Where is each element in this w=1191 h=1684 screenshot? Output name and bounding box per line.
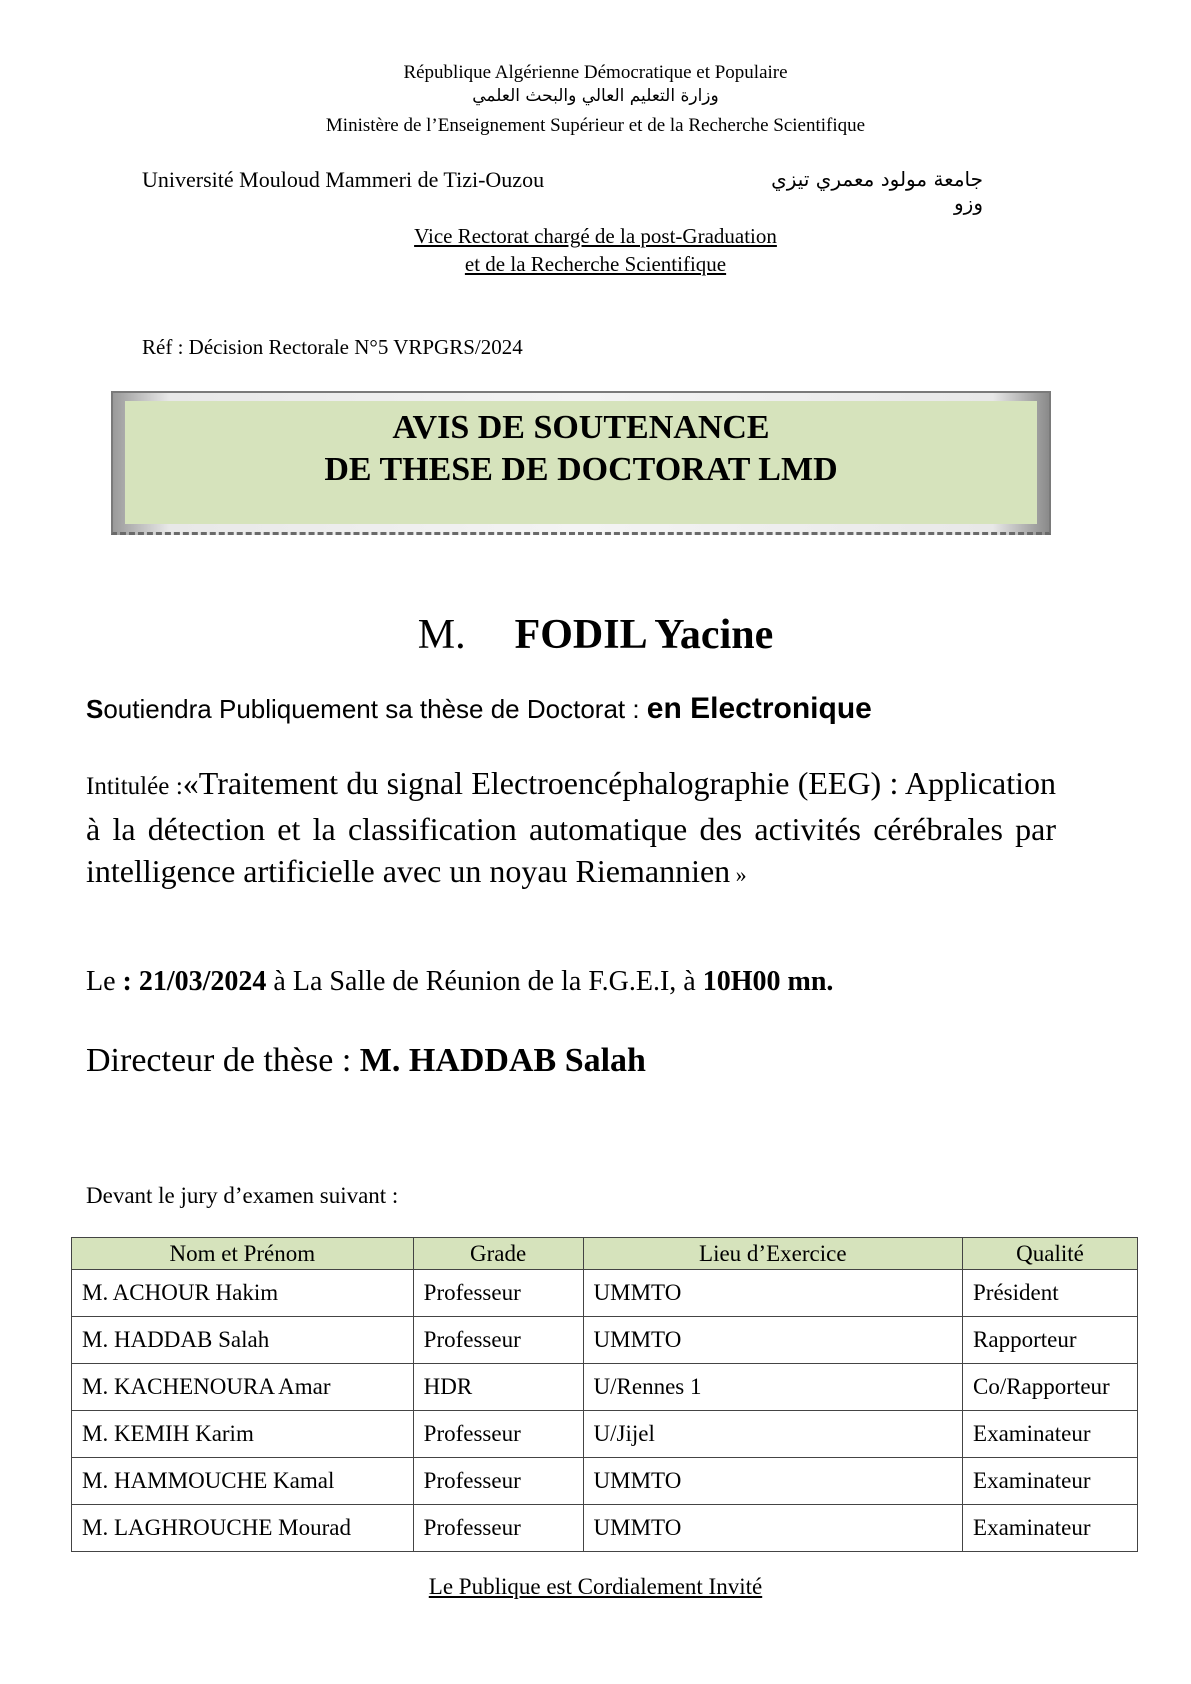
university-name-ar: جامعة مولود معمري تيزي وزو <box>771 167 983 215</box>
jury-lieu: U/Jijel <box>583 1411 962 1458</box>
intitule-label: Intitulée : <box>86 773 183 800</box>
director-line <box>86 1042 646 1080</box>
ministry-line: Ministère de l’Enseignement Supérieur et de la Recherche Scientifique <box>325 115 866 136</box>
university-name-fr: Université Mouloud Mammeri de Tizi-Ouzou <box>142 167 545 192</box>
intro-first-letter: S <box>86 694 104 724</box>
defense-date: : 21/03/2024 <box>122 966 267 997</box>
title-panel <box>125 401 1037 524</box>
table-row <box>72 1411 1138 1458</box>
jury-name: M. LAGHROUCHE Mourad <box>72 1505 414 1552</box>
republic-line: République Algérienne Démocratique et Populaire <box>403 62 788 83</box>
defense-statement <box>86 692 872 726</box>
title-box <box>111 391 1051 535</box>
jury-lieu: U/Rennes 1 <box>583 1364 962 1411</box>
intro-text: outiendra Publiquement sa thèse de Doctorat : <box>103 694 647 724</box>
header-qualite: Qualité <box>963 1238 1138 1270</box>
jury-name: M. ACHOUR Hakim <box>72 1270 414 1317</box>
jury-grade: Professeur <box>413 1270 583 1317</box>
table-row <box>72 1505 1138 1552</box>
defense-time: 10H00 mn. <box>702 966 834 997</box>
thesis-title: «Traitement du signal Electroencéphalographie (EEG) : Application à la détection et la classification automatique des activités cérébrales par intelligence artificielle avec un noyau Riemannien <box>86 765 1057 889</box>
jury-grade: Professeur <box>413 1317 583 1364</box>
defense-place: à La Salle de Réunion de la F.G.E.I, à <box>266 966 703 997</box>
jury-qualite: Rapporteur <box>963 1317 1138 1364</box>
table-row <box>72 1364 1138 1411</box>
jury-lieu: UMMTO <box>583 1505 962 1552</box>
date-prefix: Le <box>86 966 123 997</box>
reference-line: Réf : Décision Rectorale N°5 VRPGRS/2024 <box>142 335 523 359</box>
specialty: en Electronique <box>646 692 872 725</box>
jury-lieu: UMMTO <box>583 1270 962 1317</box>
jury-qualite: Examinateur <box>963 1411 1138 1458</box>
candidate-name: FODIL Yacine <box>514 612 774 658</box>
jury-grade: Professeur <box>413 1411 583 1458</box>
thesis-close: » <box>730 862 747 887</box>
title-line-2: DE THESE DE DOCTORAT LMD <box>324 451 838 488</box>
header-lieu: Lieu d’Exercice <box>583 1238 962 1270</box>
jury-qualite: Président <box>963 1270 1138 1317</box>
header-grade: Grade <box>413 1238 583 1270</box>
header-name: Nom et Prénom <box>72 1238 414 1270</box>
jury-qualite: Co/Rapporteur <box>963 1364 1138 1411</box>
jury-lieu: UMMTO <box>583 1317 962 1364</box>
jury-qualite: Examinateur <box>963 1458 1138 1505</box>
director-name: M. HADDAB Salah <box>359 1042 646 1079</box>
jury-grade: HDR <box>413 1364 583 1411</box>
candidate-heading <box>0 611 1191 659</box>
jury-lieu: UMMTO <box>583 1458 962 1505</box>
date-line <box>86 966 833 998</box>
ministry-arabic: وزارة التعليم العالي والبحث العلمي <box>472 86 719 106</box>
title-line-1: AVIS DE SOUTENANCE <box>392 409 770 446</box>
jury-name: M. KEMIH Karim <box>72 1411 414 1458</box>
jury-name: M. KACHENOURA Amar <box>72 1364 414 1411</box>
table-row <box>72 1458 1138 1505</box>
table-row <box>72 1317 1138 1364</box>
jury-grade: Professeur <box>413 1505 583 1552</box>
jury-intro: Devant le jury d’examen suivant : <box>86 1183 399 1208</box>
director-label: Directeur de thèse : <box>86 1042 360 1079</box>
jury-header-row <box>72 1238 1138 1270</box>
jury-name: M. HADDAB Salah <box>72 1317 414 1364</box>
candidate-civility: M. <box>417 612 466 658</box>
jury-grade: Professeur <box>413 1458 583 1505</box>
invitation-footer: Le Publique est Cordialement Invité <box>428 1574 763 1599</box>
jury-qualite: Examinateur <box>963 1505 1138 1552</box>
vice-rectorat-line-2: et de la Recherche Scientifique <box>464 252 727 276</box>
table-row <box>72 1270 1138 1317</box>
jury-name: M. HAMMOUCHE Kamal <box>72 1458 414 1505</box>
thesis-title-block <box>86 762 1056 896</box>
vice-rectorat-line-1: Vice Rectorat chargé de la post-Graduation <box>414 224 777 248</box>
jury-table <box>71 1237 1138 1552</box>
